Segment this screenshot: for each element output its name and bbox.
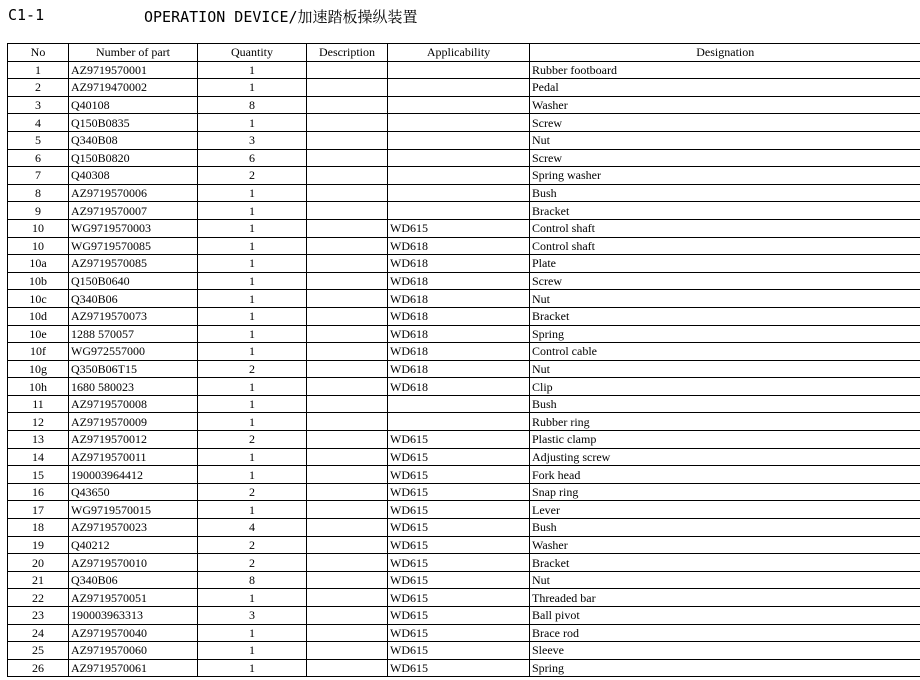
cell-designation: Clip <box>530 378 920 396</box>
cell-quantity: 1 <box>198 378 307 396</box>
cell-description <box>307 255 388 273</box>
cell-applicability: WD615 <box>388 519 530 537</box>
cell-applicability: WD615 <box>388 483 530 501</box>
cell-part-number: Q340B08 <box>69 131 198 149</box>
cell-part-number: AZ9719570040 <box>69 624 198 642</box>
table-row <box>8 624 920 642</box>
table-row <box>8 501 920 519</box>
cell-applicability <box>388 395 530 413</box>
table-row <box>8 571 920 589</box>
table-row <box>8 589 920 607</box>
cell-part-number: AZ9719570011 <box>69 448 198 466</box>
cell-description <box>307 343 388 361</box>
cell-designation: Bush <box>530 395 920 413</box>
cell-part-number: AZ9719570051 <box>69 589 198 607</box>
table-row <box>8 114 920 132</box>
cell-no: 23 <box>8 607 69 625</box>
cell-quantity: 1 <box>198 272 307 290</box>
cell-quantity: 2 <box>198 554 307 572</box>
cell-quantity: 1 <box>198 307 307 325</box>
cell-no: 20 <box>8 554 69 572</box>
cell-part-number: Q40108 <box>69 96 198 114</box>
table-row <box>8 237 920 255</box>
table-row <box>8 149 920 167</box>
cell-description <box>307 413 388 431</box>
cell-description <box>307 378 388 396</box>
cell-part-number: Q150B0820 <box>69 149 198 167</box>
cell-designation: Snap ring <box>530 483 920 501</box>
table-row <box>8 343 920 361</box>
cell-no: 26 <box>8 659 69 677</box>
cell-part-number: Q340B06 <box>69 571 198 589</box>
cell-part-number: AZ9719570060 <box>69 642 198 660</box>
cell-applicability: WD615 <box>388 659 530 677</box>
table-row <box>8 255 920 273</box>
cell-part-number: AZ9719570006 <box>69 184 198 202</box>
cell-designation: Fork head <box>530 466 920 484</box>
cell-part-number: WG9719570015 <box>69 501 198 519</box>
cell-applicability: WD615 <box>388 219 530 237</box>
cell-applicability <box>388 413 530 431</box>
cell-no: 17 <box>8 501 69 519</box>
cell-designation: Bracket <box>530 202 920 220</box>
cell-no: 15 <box>8 466 69 484</box>
cell-applicability: WD618 <box>388 237 530 255</box>
cell-description <box>307 167 388 185</box>
cell-description <box>307 114 388 132</box>
cell-designation: Pedal <box>530 79 920 97</box>
cell-no: 14 <box>8 448 69 466</box>
cell-no: 10e <box>8 325 69 343</box>
cell-designation: Bracket <box>530 554 920 572</box>
cell-part-number: AZ9719570085 <box>69 255 198 273</box>
cell-applicability: WD615 <box>388 448 530 466</box>
cell-no: 10g <box>8 360 69 378</box>
cell-no: 10b <box>8 272 69 290</box>
cell-designation: Adjusting screw <box>530 448 920 466</box>
cell-part-number: AZ9719570009 <box>69 413 198 431</box>
cell-quantity: 3 <box>198 607 307 625</box>
cell-part-number: AZ9719570008 <box>69 395 198 413</box>
cell-applicability <box>388 79 530 97</box>
table-row <box>8 554 920 572</box>
table-row <box>8 659 920 677</box>
cell-applicability <box>388 149 530 167</box>
cell-quantity: 1 <box>198 325 307 343</box>
cell-designation: Rubber ring <box>530 413 920 431</box>
cell-no: 2 <box>8 79 69 97</box>
cell-part-number: WG972557000 <box>69 343 198 361</box>
cell-applicability <box>388 167 530 185</box>
cell-part-number: AZ9719470002 <box>69 79 198 97</box>
cell-applicability: WD618 <box>388 378 530 396</box>
cell-part-number: AZ9719570012 <box>69 431 198 449</box>
cell-applicability <box>388 96 530 114</box>
cell-quantity: 2 <box>198 431 307 449</box>
cell-no: 3 <box>8 96 69 114</box>
cell-designation: Bush <box>530 519 920 537</box>
cell-applicability: WD618 <box>388 360 530 378</box>
cell-no: 21 <box>8 571 69 589</box>
cell-applicability <box>388 61 530 79</box>
cell-part-number: Q40212 <box>69 536 198 554</box>
cell-designation: Control shaft <box>530 219 920 237</box>
cell-quantity: 1 <box>198 202 307 220</box>
cell-quantity: 1 <box>198 114 307 132</box>
cell-designation: Control shaft <box>530 237 920 255</box>
cell-description <box>307 61 388 79</box>
cell-no: 25 <box>8 642 69 660</box>
cell-quantity: 1 <box>198 413 307 431</box>
cell-description <box>307 149 388 167</box>
table-row <box>8 325 920 343</box>
cell-description <box>307 519 388 537</box>
cell-no: 10f <box>8 343 69 361</box>
cell-part-number: WG9719570085 <box>69 237 198 255</box>
cell-no: 10h <box>8 378 69 396</box>
cell-description <box>307 607 388 625</box>
cell-description <box>307 272 388 290</box>
cell-description <box>307 483 388 501</box>
cell-quantity: 2 <box>198 483 307 501</box>
cell-part-number: WG9719570003 <box>69 219 198 237</box>
cell-description <box>307 659 388 677</box>
cell-quantity: 1 <box>198 184 307 202</box>
column-header-description: Description <box>307 44 388 62</box>
cell-no: 11 <box>8 395 69 413</box>
cell-applicability: WD615 <box>388 536 530 554</box>
cell-description <box>307 237 388 255</box>
cell-part-number: 1288 570057 <box>69 325 198 343</box>
table-row <box>8 167 920 185</box>
cell-designation: Screw <box>530 114 920 132</box>
cell-applicability: WD615 <box>388 571 530 589</box>
table-row <box>8 536 920 554</box>
cell-description <box>307 79 388 97</box>
table-row <box>8 431 920 449</box>
table-row <box>8 413 920 431</box>
cell-description <box>307 501 388 519</box>
cell-applicability: WD615 <box>388 501 530 519</box>
cell-designation: Plastic clamp <box>530 431 920 449</box>
table-row <box>8 131 920 149</box>
table-row <box>8 61 920 79</box>
cell-description <box>307 466 388 484</box>
cell-description <box>307 395 388 413</box>
cell-description <box>307 431 388 449</box>
column-header-part-number: Number of part <box>69 44 198 62</box>
cell-applicability: WD615 <box>388 466 530 484</box>
cell-description <box>307 624 388 642</box>
cell-description <box>307 290 388 308</box>
table-row <box>8 642 920 660</box>
cell-quantity: 1 <box>198 343 307 361</box>
table-row <box>8 607 920 625</box>
cell-part-number: AZ9719570007 <box>69 202 198 220</box>
cell-description <box>307 536 388 554</box>
cell-quantity: 1 <box>198 448 307 466</box>
table-row <box>8 202 920 220</box>
cell-applicability: WD618 <box>388 272 530 290</box>
cell-designation: Washer <box>530 96 920 114</box>
cell-part-number: Q350B06T15 <box>69 360 198 378</box>
cell-designation: Nut <box>530 360 920 378</box>
table-row <box>8 519 920 537</box>
cell-designation: Threaded bar <box>530 589 920 607</box>
cell-quantity: 1 <box>198 466 307 484</box>
cell-no: 10 <box>8 237 69 255</box>
cell-applicability: WD615 <box>388 642 530 660</box>
cell-applicability <box>388 184 530 202</box>
cell-no: 13 <box>8 431 69 449</box>
cell-designation: Washer <box>530 536 920 554</box>
cell-description <box>307 307 388 325</box>
table-row <box>8 96 920 114</box>
cell-applicability: WD615 <box>388 624 530 642</box>
cell-no: 24 <box>8 624 69 642</box>
cell-designation: Ball pivot <box>530 607 920 625</box>
cell-no: 19 <box>8 536 69 554</box>
cell-no: 8 <box>8 184 69 202</box>
table-row <box>8 307 920 325</box>
cell-designation: Spring washer <box>530 167 920 185</box>
table-row <box>8 79 920 97</box>
cell-designation: Control cable <box>530 343 920 361</box>
column-header-quantity: Quantity <box>198 44 307 62</box>
cell-part-number: AZ9719570061 <box>69 659 198 677</box>
cell-applicability: WD618 <box>388 307 530 325</box>
table-row <box>8 448 920 466</box>
cell-quantity: 1 <box>198 395 307 413</box>
cell-no: 10 <box>8 219 69 237</box>
cell-description <box>307 131 388 149</box>
cell-applicability: WD615 <box>388 554 530 572</box>
cell-no: 1 <box>8 61 69 79</box>
cell-quantity: 1 <box>198 589 307 607</box>
cell-applicability <box>388 114 530 132</box>
cell-description <box>307 202 388 220</box>
column-header-no: No <box>8 44 69 62</box>
cell-designation: Plate <box>530 255 920 273</box>
cell-quantity: 8 <box>198 571 307 589</box>
table-row <box>8 466 920 484</box>
cell-part-number: AZ9719570073 <box>69 307 198 325</box>
cell-description <box>307 184 388 202</box>
cell-quantity: 1 <box>198 79 307 97</box>
table-row <box>8 395 920 413</box>
page-title: OPERATION DEVICE/加速踏板操纵装置 <box>144 8 418 26</box>
cell-no: 18 <box>8 519 69 537</box>
cell-quantity: 1 <box>198 237 307 255</box>
cell-quantity: 4 <box>198 519 307 537</box>
cell-part-number: 1680 580023 <box>69 378 198 396</box>
cell-applicability: WD618 <box>388 325 530 343</box>
cell-no: 5 <box>8 131 69 149</box>
cell-description <box>307 589 388 607</box>
cell-designation: Nut <box>530 571 920 589</box>
table-row <box>8 378 920 396</box>
parts-table-body <box>8 61 920 677</box>
column-header-designation: Designation <box>530 44 920 62</box>
cell-applicability <box>388 202 530 220</box>
table-header-row <box>8 44 920 62</box>
cell-part-number: AZ9719570010 <box>69 554 198 572</box>
cell-designation: Spring <box>530 325 920 343</box>
cell-part-number: AZ9719570001 <box>69 61 198 79</box>
cell-quantity: 2 <box>198 167 307 185</box>
cell-designation: Nut <box>530 290 920 308</box>
cell-description <box>307 642 388 660</box>
cell-no: 16 <box>8 483 69 501</box>
cell-description <box>307 325 388 343</box>
cell-designation: Bracket <box>530 307 920 325</box>
cell-no: 12 <box>8 413 69 431</box>
cell-no: 7 <box>8 167 69 185</box>
cell-quantity: 6 <box>198 149 307 167</box>
cell-no: 4 <box>8 114 69 132</box>
cell-part-number: Q150B0640 <box>69 272 198 290</box>
cell-quantity: 1 <box>198 659 307 677</box>
table-row <box>8 483 920 501</box>
parts-table <box>7 43 920 677</box>
cell-description <box>307 448 388 466</box>
cell-part-number: 190003964412 <box>69 466 198 484</box>
cell-description <box>307 219 388 237</box>
cell-quantity: 3 <box>198 131 307 149</box>
cell-part-number: Q340B06 <box>69 290 198 308</box>
cell-quantity: 1 <box>198 642 307 660</box>
cell-designation: Screw <box>530 272 920 290</box>
cell-quantity: 8 <box>198 96 307 114</box>
cell-quantity: 1 <box>198 219 307 237</box>
cell-quantity: 2 <box>198 536 307 554</box>
cell-description <box>307 554 388 572</box>
cell-designation: Spring <box>530 659 920 677</box>
cell-applicability: WD618 <box>388 255 530 273</box>
cell-part-number: 190003963313 <box>69 607 198 625</box>
table-row <box>8 184 920 202</box>
cell-applicability <box>388 131 530 149</box>
cell-part-number: Q40308 <box>69 167 198 185</box>
cell-quantity: 2 <box>198 360 307 378</box>
cell-quantity: 1 <box>198 501 307 519</box>
cell-part-number: Q150B0835 <box>69 114 198 132</box>
cell-designation: Bush <box>530 184 920 202</box>
cell-description <box>307 96 388 114</box>
cell-description <box>307 571 388 589</box>
column-header-applicability: Applicability <box>388 44 530 62</box>
cell-applicability: WD615 <box>388 607 530 625</box>
cell-designation: Sleeve <box>530 642 920 660</box>
cell-description <box>307 360 388 378</box>
cell-no: 6 <box>8 149 69 167</box>
cell-part-number: Q43650 <box>69 483 198 501</box>
page-header <box>8 4 908 28</box>
cell-designation: Lever <box>530 501 920 519</box>
table-row <box>8 272 920 290</box>
section-code: C1-1 <box>8 6 45 24</box>
table-row <box>8 290 920 308</box>
cell-quantity: 1 <box>198 255 307 273</box>
table-row <box>8 360 920 378</box>
cell-applicability: WD618 <box>388 343 530 361</box>
cell-applicability: WD618 <box>388 290 530 308</box>
cell-applicability: WD615 <box>388 589 530 607</box>
cell-designation: Rubber footboard <box>530 61 920 79</box>
cell-no: 10d <box>8 307 69 325</box>
cell-designation: Screw <box>530 149 920 167</box>
cell-applicability: WD615 <box>388 431 530 449</box>
cell-quantity: 1 <box>198 61 307 79</box>
cell-designation: Brace rod <box>530 624 920 642</box>
cell-quantity: 1 <box>198 290 307 308</box>
cell-no: 9 <box>8 202 69 220</box>
cell-quantity: 1 <box>198 624 307 642</box>
cell-designation: Nut <box>530 131 920 149</box>
cell-no: 10a <box>8 255 69 273</box>
table-row <box>8 219 920 237</box>
cell-part-number: AZ9719570023 <box>69 519 198 537</box>
cell-no: 10c <box>8 290 69 308</box>
cell-no: 22 <box>8 589 69 607</box>
